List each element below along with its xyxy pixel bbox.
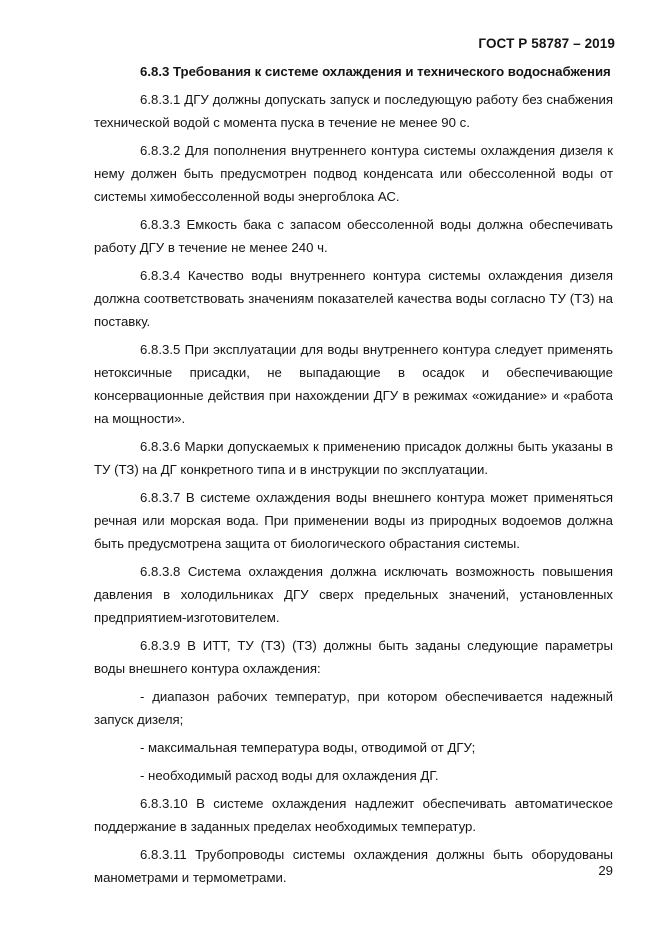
paragraph-6-8-3-7: 6.8.3.7 В системе охлаждения воды внешнего контура может применяться речная или морская вода. При применении воды из природных водоемов должна быть предусмотрена защита от биологического обрастания системы. [94,490,613,551]
paragraph-6-8-3-3: 6.8.3.3 Емкость бака с запасом обессоленной воды должна обеспечивать работу ДГУ в течение не менее 240 ч. [94,217,613,255]
paragraph-6-8-3-10: 6.8.3.10 В системе охлаждения надлежит обеспечивать автоматическое поддержание в заданных пределах необходимых температур. [94,796,613,834]
section-heading: 6.8.3 Требования к системе охлаждения и технического водоснабжения [140,64,611,79]
list-item: - диапазон рабочих температур, при котором обеспечивается надежный запуск дизеля; [94,689,613,727]
paragraph-6-8-3-5: 6.8.3.5 При эксплуатации для воды внутреннего контура следует применять нетоксичные присадки, не выпадающие в осадок и обеспечивающие консервационные действия при нахождении ДГУ в режимах «ожидание» и «работа на мощности». [94,342,613,426]
paragraph-6-8-3-4: 6.8.3.4 Качество воды внутреннего контура системы охлаждения дизеля должна соответствовать значениям показателей качества воды согласно ТУ (ТЗ) на поставку. [94,268,613,329]
paragraph-6-8-3-1: 6.8.3.1 ДГУ должны допускать запуск и последующую работу без снабжения технической водой с момента пуска в течение не менее 90 с. [94,92,613,130]
paragraph-6-8-3-11: 6.8.3.11 Трубопроводы системы охлаждения должны быть оборудованы манометрами и термометрами. [94,847,613,885]
list-item: - необходимый расход воды для охлаждения ДГ. [140,768,439,783]
paragraph-6-8-3-2: 6.8.3.2 Для пополнения внутреннего контура системы охлаждения дизеля к нему должен быть предусмотрен подвод конденсата или обессоленной воды от системы химобессоленной воды энергоблока АС. [94,143,613,204]
page-number: 29 [598,863,613,878]
paragraph-6-8-3-6: 6.8.3.6 Марки допускаемых к применению присадок должны быть указаны в ТУ (ТЗ) на ДГ конкретного типа и в инструкции по эксплуатации. [94,439,613,477]
paragraph-6-8-3-9: 6.8.3.9 В ИТТ, ТУ (ТЗ) (ТЗ) должны быть заданы следующие параметры воды внешнего контура охлаждения: [94,638,613,676]
list-item: - максимальная температура воды, отводимой от ДГУ; [140,740,476,755]
document-body [94,60,613,894]
document-code-header: ГОСТ Р 58787 – 2019 [478,36,615,51]
paragraph-6-8-3-8: 6.8.3.8 Система охлаждения должна исключать возможность повышения давления в холодильниках ДГУ сверх предельных значений, установленных предприятием-изготовителем. [94,564,613,625]
